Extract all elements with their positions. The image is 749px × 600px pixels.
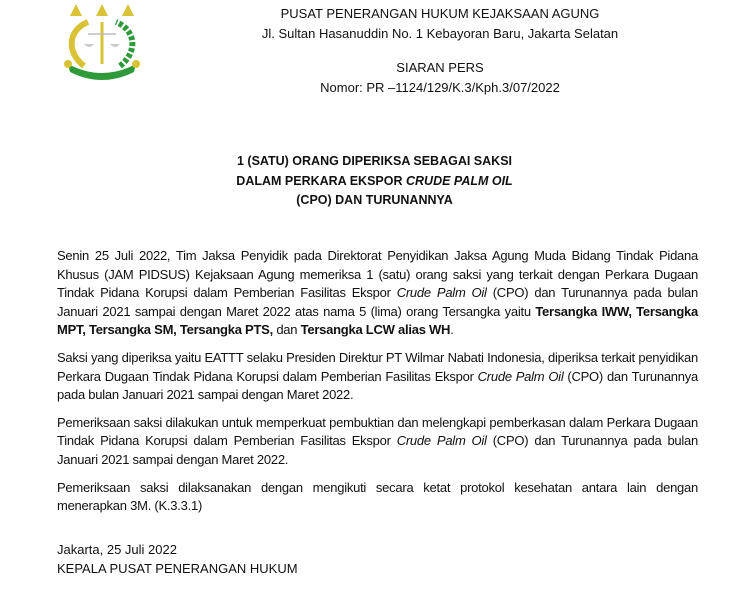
press-title (0, 152, 749, 211)
title-text: DALAM PERKARA EKSPOR (236, 173, 406, 188)
title-line-3: (CPO) DAN TURUNANNYA (296, 193, 453, 207)
text: (CPO) dan Turunannya pada bulan Januari 2021 sampai dengan Maret 2022. (57, 368, 699, 403)
italic-text: Crude Palm Oil (396, 433, 487, 449)
org-name: PUSAT PENERANGAN HUKUM KEJAKSAAN AGUNG (280, 6, 600, 21)
italic-text: Crude Palm Oil (477, 368, 564, 384)
paragraph-1 (57, 247, 698, 340)
doc-number: Nomor: PR –1124/129/K.3/Kph.3/07/2022 (320, 80, 560, 95)
text: Pemeriksaan saksi dilakukan untuk memperkuat pembuktian dan melengkapi pemberkasan dalam Perkara Dugaan Tindak Pidana Korupsi dalam Pemberian Fasilitas Ekspor (57, 414, 698, 449)
text: dan (272, 322, 301, 338)
italic-text: Crude Palm Oil (396, 285, 487, 301)
closing (57, 540, 298, 578)
paragraph-3 (57, 414, 698, 470)
signatory: KEPALA PUSAT PENERANGAN HUKUM (57, 561, 298, 576)
place-date: Jakarta, 25 Juli 2022 (57, 542, 177, 557)
title-italic: CRUDE PALM OIL (405, 173, 513, 188)
text: . (450, 322, 454, 338)
text: Saksi yang diperiksa yaitu EATTT selaku Presiden Direktur PT Wilmar Nabati Indonesia, diperiksa terkait penyidikan Perkara Dugaan Tindak Pidana Korupsi dalam Pemberian Fasilitas Ekspor (57, 349, 698, 384)
text: Senin 25 Juli 2022, Tim Jaksa Penyidik pada Direktorat Penyidikan Jaksa Agung Muda Bidang Tindak Pidana Khusus (JAM PIDSUS) Kejaksaan Agung memeriksa 1 (satu) orang saksi yang terkait dengan Perkara Dugaan Tindak Pidana Korupsi dalam Pemberian Fasilitas Ekspor (57, 248, 698, 301)
org-address: Jl. Sultan Hasanuddin No. 1 Kebayoran Baru, Jakarta Selatan (261, 26, 619, 41)
title-line-1: 1 (SATU) ORANG DIPERIKSA SEBAGAI SAKSI (236, 154, 513, 168)
doc-type: SIARAN PERS (396, 60, 484, 75)
press-body (57, 247, 698, 525)
paragraph-2 (57, 349, 698, 405)
title-line-2 (0, 172, 749, 192)
paragraph-4: Pemeriksaan saksi dilaksanakan dengan mengikuti secara ketat protokol kesehatan antara lain dengan menerapkan 3M. (K.3.3.1) (57, 479, 698, 514)
kejaksaan-logo (62, 2, 142, 80)
bold-text: Tersangka IWW, Tersangka MPT, Tersangka SM, Tersangka PTS, (57, 303, 698, 338)
bold-text: Tersangka LCW alias WH (300, 322, 451, 338)
text: (CPO) dan Turunannya pada bulan Januari 2021 sampai dengan Maret 2022. (57, 433, 699, 467)
text: (CPO) dan Turunannya pada bulan Januari 2021 sampai dengan Maret 2022 atas nama 5 (lima) orang Tersangka yaitu (57, 285, 699, 319)
